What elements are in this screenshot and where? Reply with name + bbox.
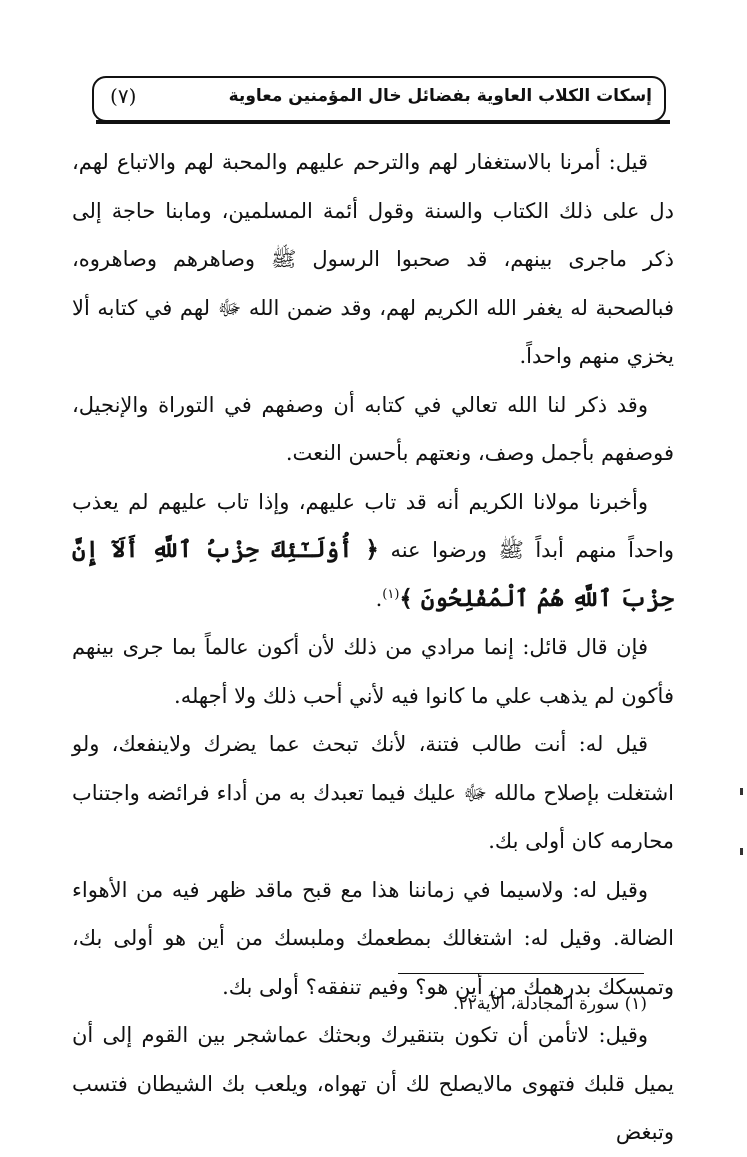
scan-edge-mark bbox=[740, 788, 743, 795]
running-title: إسكات الكلاب العاوية بفضائل خال المؤمنين معاوية bbox=[228, 86, 652, 106]
quran-verse: ﴿ أُوْلَـٰٓئِكَ حِزْبُ ٱللَّهِ أَلَآ إِنَّ حِزْبَ ٱللَّهِ هُمُ ٱلْمُفْلِحُونَ ﴾ bbox=[72, 536, 674, 612]
paragraph: قيل: أمرنا بالاستغفار لهم والترحم عليهم والمحبة لهم والاتباع لهم، دل على ذلك الكتاب والسنة وقول أئمة المسلمين، ومابنا حاجة إلى ذكر ماجرى بينهم، قد صحبوا الرسول ﷺ وصاهرهم وصاهروه، فبالصحبة له يغفر الله الكريم لهم، وقد ضمن الله ﷻ لهم في كتابه ألا يخزي منهم واحداً. bbox=[72, 150, 674, 368]
running-header bbox=[92, 76, 666, 122]
header-underline bbox=[96, 120, 670, 124]
paragraph: وقد ذكر لنا الله تعالي في كتابه أن وصفهم في التوراة والإنجيل، فوصفهم بأجمل وصف، ونعتهم بأحسن النعت. bbox=[72, 392, 674, 465]
footnote: (١) سورة المجادلة، الآية٢٢. bbox=[453, 994, 647, 1014]
paragraph: فإن قال قائل: إنما مرادي من ذلك لأن أكون عالماً بما جرى بينهم فأكون لم يذهب علي ما كانوا فيه لأني أحب ذلك ولا أجهله. bbox=[72, 635, 674, 708]
footnote-divider bbox=[398, 973, 644, 974]
paragraph: وأخبرنا مولانا الكريم أنه قد تاب عليهم، وإذا تاب عليهم لم يعذب واحداً منهم أبداً ﷺ ورضوا عنه ﴿ أُوْلَـٰٓئِكَ حِزْبُ ٱللَّهِ أَلَآ إِنَّ حِزْبَ ٱللَّهِ هُمُ ٱلْمُفْلِحُونَ ﴾$^{(١)}$. bbox=[72, 489, 674, 612]
scan-edge-mark bbox=[740, 848, 743, 855]
page-number: (٧) bbox=[110, 84, 137, 108]
paragraph: وقيل: لاتأمن أن تكون بتنقيرك وبحثك عماشجر بين القوم إلى أن يميل قلبك فتهوى مالايصلح لك أن تهواه، ويلعب بك الشيطان فتسب وتبغض bbox=[72, 1023, 674, 1144]
paragraph: قيل له: أنت طالب فتنة، لأنك تبحث عما يضرك ولاينفعك، ولو اشتغلت بإصلاح مالله ﷻ عليك فيما تعبدك به من أداء فرائضه واجتناب محارمه كان أولى بك. bbox=[72, 732, 674, 853]
paragraph-text: وأخبرنا مولانا الكريم أنه قد تاب عليهم، وإذا تاب عليهم لم يعذب واحداً منهم أبداً ﷺ ورضوا عنه bbox=[72, 489, 674, 562]
paragraph: وقيل له: ولاسيما في زماننا هذا مع قبح ماقد ظهر فيه من الأهواء الضالة. وقيل له: اشتغالك بمطعمك وملبسك من أين هو أولى بك، وتمسكك بدرهمك من أين هو؟ وفيم تنفقه؟ أولى بك. bbox=[72, 877, 674, 999]
footnote-reference: (١) bbox=[382, 586, 400, 602]
